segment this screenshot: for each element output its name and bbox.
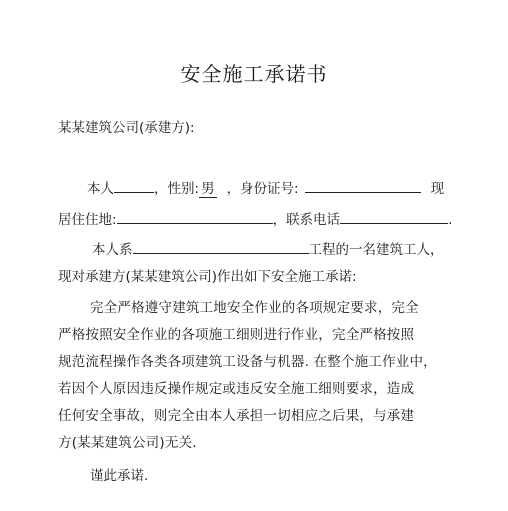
document-title: 安全施工承诺书: [180, 62, 328, 86]
role-tail: 工程的一名建筑工人，: [308, 242, 444, 258]
body-line-3: 规范流程操作各类各项建筑工设备与机器. 在整个施工作业中，: [58, 354, 437, 370]
id-number-blank: [305, 178, 421, 193]
closing-line: 谨此承诺.: [90, 468, 149, 484]
line-2-end: .: [448, 212, 453, 228]
id-label: ，身份证号:: [226, 181, 299, 197]
addressee: 某某建筑公司(承建方):: [58, 120, 195, 136]
phone-blank: [340, 209, 448, 224]
address-blank: [117, 209, 273, 224]
personal-info-line-2: [58, 209, 452, 229]
gender-value: 男: [201, 181, 215, 197]
gender-label: ，性别:: [154, 181, 200, 197]
self-label: 本人: [87, 181, 114, 197]
personal-info-line-1: [87, 178, 444, 198]
body-line-4: 若因个人原因违反操作规定或违反安全施工细则要求，造成: [58, 381, 415, 397]
line-1-tail: 现: [430, 181, 445, 197]
phone-label: ，联系电话: [272, 212, 341, 228]
body-line-1: 完全严格遵守建筑工地安全作业的各项规定要求，完全: [90, 300, 419, 316]
role-label: 本人系: [92, 242, 133, 258]
body-line-5: 任何安全事故，则完全由本人承担一切相应之后果，与承建: [58, 408, 415, 424]
body-line-6: 方(某某建筑公司)无关.: [58, 435, 197, 451]
body-line-2: 严格按照安全作业的各项施工细则进行作业，完全严格按照: [58, 327, 415, 343]
address-label: 居住住地:: [58, 212, 117, 228]
name-blank: [114, 178, 154, 193]
intro-line: 现对承建方(某某建筑公司)作出如下安全施工承诺:: [58, 269, 357, 285]
role-line: [92, 239, 444, 259]
project-blank: [133, 239, 309, 254]
